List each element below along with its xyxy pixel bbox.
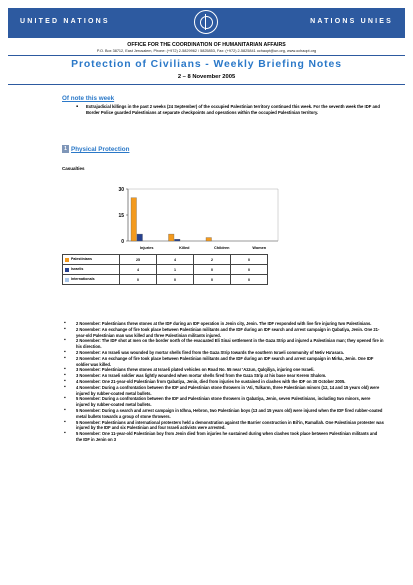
legend-swatch: [65, 258, 69, 262]
section-of-note-heading: Of note this week: [62, 95, 115, 102]
incident-item: ▪ 5 November: One 11-year-old Palestinian boy from Jenin died from injuries he sustained during when clashes took place between Palestinian militants and the IDF in Jenin on 3: [62, 431, 384, 443]
bar-palestinians-children: [206, 238, 212, 241]
incident-item: ▪ 2 November: An Israeli was wounded by mortar shells fired from the Gaza Strip towards the southern Israeli community of Netiv Ha'asara.: [62, 350, 384, 356]
incident-item: ▪ 3 November: Palestinians threw stones at Israeli plated vehicles on Road No. 55 near 'Azzun, Qalqiliya, injuring one Israeli.: [62, 367, 384, 373]
bar-palestinians-injuries: [131, 198, 137, 241]
header-divider: [8, 55, 405, 56]
table-row: [63, 255, 268, 265]
table-cell: 25: [120, 255, 157, 265]
un-emblem-icon: [194, 10, 218, 34]
un-header-bar: [8, 8, 405, 38]
office-name: OFFICE FOR THE COORDINATION OF HUMANITARIAN AFFAIRS: [127, 42, 286, 48]
x-tick-label: Killed: [179, 246, 190, 250]
table-row: [63, 275, 268, 285]
x-tick-label: Children: [214, 246, 230, 250]
section-physical-protection-heading: Physical Protection: [71, 146, 130, 153]
section-of-note-text: Extrajudicial killings in the past 2 weeks (24 September) of the occupied Palestinian territory continued this week. For the seventh week the IDF and Border Police guarded Palestinians at separate checkpoints and operations within the occupied Palestinian territory.: [86, 104, 380, 115]
incident-item: ▪ 4 November: During a confrontation between the IDF and Palestinian stone throwers in 'Ati, Tulkarm, three Palestinian minors (12, 14 and 15 years old) were injured by rubber-coated metal bullets.: [62, 385, 384, 397]
incident-item: ▪ 5 November: Palestinians and international protesters held a demonstration against the Barrier construction in Bil'in, Ramallah. One Palestinian protester was injured by the IDF and six Palestinian and four Israeli activists were arrested.: [62, 420, 384, 432]
report-date: 2 – 8 November 2005: [177, 74, 236, 80]
incident-item: ▪ 4 November: One 21-year-old Palestinian from Qabatiya, Jenin, died from injuries he sustained in clashes with the IDF on 30 October 2005.: [62, 379, 384, 385]
table-cell: 0: [231, 275, 268, 285]
legend-swatch: [65, 268, 69, 272]
table-cell: 4: [120, 265, 157, 275]
table-cell: 4: [157, 255, 194, 265]
incident-item: ▪ 3 November: An Israeli soldier was lightly wounded when mortar shells fired from the Gaza Strip at his base near Kerem Shalom.: [62, 373, 384, 379]
casualties-data-table: [62, 254, 268, 285]
series-name: Internationals: [63, 275, 120, 285]
casualties-chart: [100, 183, 310, 255]
x-tick-label: Injuries: [139, 246, 154, 250]
incident-item: ▪ 5 November: During a confrontation between the IDF and Palestinian stone throwers in Qabatiya, Jenin, seven Palestinians, including two minors, were injured by rubber-coated metal bullets.: [62, 396, 384, 408]
series-name: Israelis: [63, 265, 120, 275]
table-cell: 1: [157, 265, 194, 275]
header-united-nations: UNITED NATIONS: [20, 18, 110, 25]
incident-item: ▪ 5 November: During a search and arrest campaign in Idhna, Hebron, two Palestinian boys (13 and 15 years old) were injured when the IDF fired rubber-coated metal bullets towards a group of stone throwers.: [62, 408, 384, 420]
table-cell: 0: [120, 275, 157, 285]
y-tick-label: 15: [118, 212, 124, 219]
table-cell: 0: [194, 275, 231, 285]
bar-israelis-killed: [175, 239, 181, 241]
table-cell: 0: [194, 265, 231, 275]
incident-item: ▪ 2 November: The IDF shot at men on the border north of the evacuated Eli Sinai settlement in the Gaza Strip and injured a Palestinian man; they opened fire in his direction.: [62, 338, 384, 350]
incident-item: ▪ 2 November: Palestinians threw stones at the IDF during an IDF operation in Jenin city, Jenin. The IDF responded with live fire injuring two Palestinians.: [62, 321, 384, 327]
y-tick-label: 0: [121, 238, 124, 245]
casualties-label: Casualties: [62, 166, 85, 171]
office-address: P.O. Box 38712, East Jerusalem, Phone: (+972) 2-5829962 / 5825853, Fax: (+972) 2-5825841 ochaopt@un.org, www.ochaopt.org: [96, 49, 317, 53]
bar-palestinians-killed: [169, 234, 175, 241]
table-cell: 2: [194, 255, 231, 265]
page-title: Protection of Civilians - Weekly Briefing Notes: [71, 59, 342, 70]
y-tick-label: 30: [118, 186, 124, 193]
bar-israelis-injuries: [137, 234, 143, 241]
bullet-marker: ▪: [76, 104, 79, 110]
incident-list: [62, 321, 384, 443]
table-cell: 0: [231, 265, 268, 275]
incident-item: ▪ 2 November: An exchange of fire took place between Palestinian militants and the IDF during an IDF search and arrest campaign in Qabatiya, Jenin. One 21-year-old Palestinian man was killed and three Palestinian militants injured.: [62, 327, 384, 339]
title-divider: [8, 84, 405, 85]
legend-swatch: [65, 278, 69, 282]
incident-item: ▪ 2 November: An exchange of fire took place between Palestinian militants and the IDF during an IDF search and arrest campaign in Mirka, Jenin. One IDF soldier was killed.: [62, 356, 384, 368]
table-cell: 0: [157, 275, 194, 285]
header-nations-unies: NATIONS UNIES: [310, 18, 393, 25]
series-name: Palestinians: [63, 255, 120, 265]
table-cell: 0: [231, 255, 268, 265]
section-number: 1: [62, 145, 69, 153]
table-row: [63, 265, 268, 275]
x-tick-label: Women: [252, 246, 267, 250]
